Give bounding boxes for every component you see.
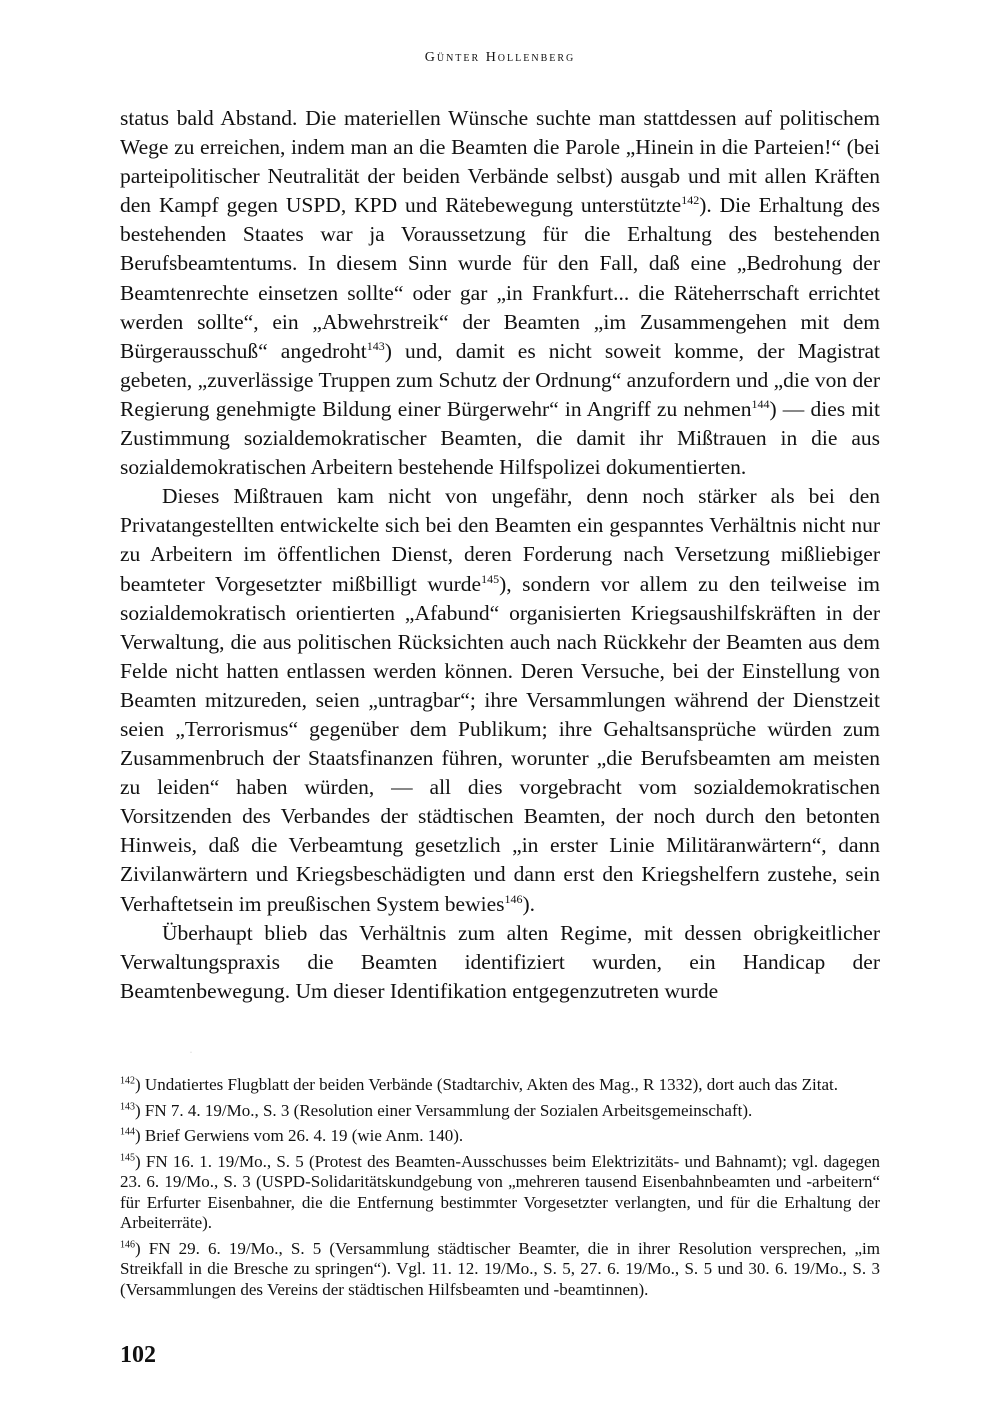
paragraph: Überhaupt blieb das Verhältnis zum alten Regime, mit dessen obrigkeitlicher Verwaltungspraxis die Beamten identifiziert wurden, ein Handicap der Beamtenbewegung. Um dieser Identifikation entgegenzutreten wurde [120,920,880,1003]
footnote-ref[interactable]: 144 [751,396,770,411]
footnote-ref[interactable]: 145 [481,571,500,586]
footnote-number: 143 [120,1100,135,1112]
footnote-number: 146 [120,1238,135,1250]
running-head: Günter Hollenberg [424,50,576,65]
footnote-number: 142 [120,1075,135,1087]
footnote: $^{145}$) FN 16. 1. 19/Mo., S. 5 (Protest des Beamten-Ausschusses beim Elektrizitäts- und Bahnamt); vgl. dagegen 23. 6. 19/Mo., S. 3 (USPD-Solidaritätskundgebung von „mehreren tausend Eisenbahnbeamten und -arbeitern“ für Erfurter Eisenbahner, die die Entfernung bestimmter Vorgesetzter verlangten, und für die Erhaltung der Arbeiterräte). [120,1151,880,1232]
footnote: $^{146}$) FN 29. 6. 19/Mo., S. 5 (Versammlung städtischer Beamter, die in ihrer Resolution versprechen, „im Streikfall in die Bresche zu springen“). Vgl. 11. 12. 19/Mo., S. 5, 27. 6. 19/Mo., S. 5 und 30. 6. 19/Mo., S. 3 (Versammlungen des Vereins der städtischen Hilfsbeamten und -beamtinnen). [120,1238,880,1299]
footnote-ref[interactable]: 146 [504,891,523,906]
main-text [120,104,880,1006]
footnotes [120,1075,880,1305]
paragraph: status bald Abstand. Die materiellen Wünsche suchte man stattdessen auf politischem Wege zu erreichen, indem man an die Beamten die Parole „Hinein in die Parteien!“ (bei parteipolitischer Neutralität der beiden Verbände selbst) ausgab und mit allen Kräften den Kampf gegen USPD, KPD und Rätebewegung unterstützte$^{142}$). Die Erhaltung des bestehenden Staates war ja Voraussetzung für die Erhaltung des bestehenden Berufsbeamtentums. In diesem Sinn wurde für den Fall, daß eine „Bedrohung der Beamtenrechte einsetzen sollte“ oder gar „in Frankfurt... die Räteherrschaft errichtet werden sollte“, ein „Abwehrstreik“ der Beamten „im Zusammengehen mit dem Bürgerausschuß“ angedroht$^{143}$) und, damit es nicht soweit komme, der Magistrat gebeten, „zuverlässige Truppen zum Schutz der Ordnung“ anzufordern und „die von der Regierung genehmigte Bildung einer Bürgerwehr“ in Angriff zu nehmen$^{144}$) — dies mit Zustimmung sozialdemokratischer Beamten, die damit ihr Mißtrauen in die aus sozialdemokratischen Arbeitern bestehende Hilfspolizei dokumentierten. [120,106,880,480]
footnote-number: 144 [120,1126,135,1138]
footnote: $^{144}$) Brief Gerwiens vom 26. 4. 19 (wie Anm. 140). [120,1126,464,1145]
footnote: $^{143}$) FN 7. 4. 19/Mo., S. 3 (Resolution einer Versammlung der Sozialen Arbeitsgemeinschaft). [120,1100,753,1120]
stray-mark: · [190,1050,192,1056]
footnote: $^{142}$) Undatiertes Flugblatt der beiden Verbände (Stadtarchiv, Akten des Mag., R 1332), dort auch das Zitat. [120,1075,838,1094]
footnote-ref[interactable]: 142 [681,193,700,208]
footnote-number: 145 [120,1151,135,1163]
page-number: 102 [120,1342,156,1368]
footnote-ref[interactable]: 143 [366,338,385,353]
paragraph: Dieses Mißtrauen kam nicht von ungefähr, denn noch stärker als bei den Privatangestellten entwickelte sich bei den Beamten ein gespanntes Verhältnis nicht nur zu Arbeitern im öffentlichen Dienst, deren Forderung nach Versetzung mißliebiger beamteter Vorgesetzter mißbilligt wurde$^{145}$), sondern vor allem zu den teilweise im sozialdemokratisch orientierten „Afabund“ organisierten Kriegsaushilfskräften in der Verwaltung, die aus politischen Rücksichten auch nach Rückkehr der Beamten aus dem Felde nicht hatten entlassen werden können. Deren Versuche, bei der Einstellung von Beamten mitzureden, seien „untragbar“; ihre Versammlungen während der Dienstzeit seien „Terrorismus“ gegenüber dem Publikum; ihre Gehaltsansprüche würden zum Zusammenbruch der Staatsfinanzen führen, worunter „die Berufsbeamten am meisten zu leiden“ haben würden, — all dies vorgebracht vom sozialdemokratischen Vorsitzenden des Verbandes der städtischen Beamten, der noch durch den betonten Hinweis, daß die Verbeamtung gesetzlich „in erster Linie Militäranwärtern“, dann Zivilanwärtern und Kriegsbeschädigten und dann erst den Kriegshelfern zustehe, sein Verhaftetsein im preußischen System bewies$^{146}$). [120,484,880,916]
